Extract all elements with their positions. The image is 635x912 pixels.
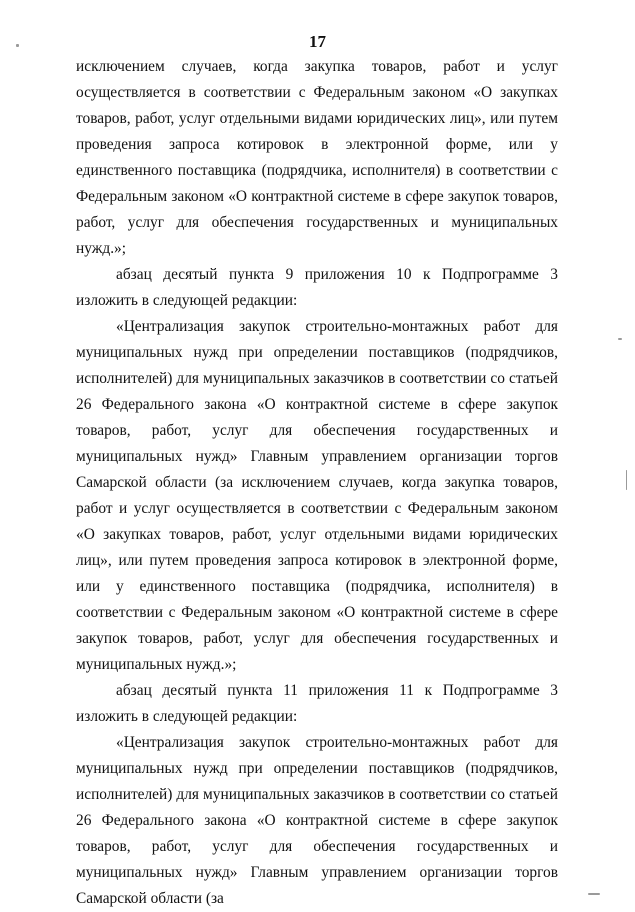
scan-speck bbox=[618, 338, 622, 340]
scan-speck bbox=[626, 470, 627, 490]
paragraph-continuation: исключением случаев, когда закупка товаров, работ и услуг осуществляется в соответствии с Федеральным законом «О закупках товаров, работ, услуг отдельными видами юридических лиц», или путем проведения запроса котировок в электронной форме, или у единственного поставщика (подрядчика, исполнителя) в соответствии с Федеральным законом «О контрактной системе в сфере закупок товаров, работ, услуг для обеспечения государственных и муниципальных нужд.»; bbox=[76, 58, 558, 257]
paragraph-amendment-point-9: абзац десятый пункта 9 приложения 10 к Подпрограмме 3 изложить в следующей редакции: bbox=[76, 266, 558, 309]
scan-speck bbox=[16, 44, 19, 47]
paragraph-amendment-point-11: абзац десятый пункта 11 приложения 11 к Подпрограмме 3 изложить в следующей редакции: bbox=[76, 682, 558, 725]
page-number: 17 bbox=[309, 32, 326, 51]
paragraph-quoted-text-1: «Централизация закупок строительно-монтажных работ для муниципальных нужд при определении поставщиков (подрядчиков, исполнителей) для муниципальных заказчиков в соответствии со статьей 26 Федерального закона «О контрактной системе в сфере закупок товаров, работ, услуг для обеспечения государственных и муниципальных нужд» Главным управлением организации торгов Самарской области (за исключением случаев, когда закупка товаров, работ и услуг осуществляется в соответствии с Федеральным законом «О закупках товаров, работ, услуг отдельными видами юридических лиц», или путем проведения запроса котировок в электронной форме, или у единственного поставщика (подрядчика, исполнителя) в соответствии с Федеральным законом «О контрактной системе в сфере закупок товаров, работ, услуг для обеспечения государственных и муниципальных нужд.»; bbox=[76, 318, 558, 673]
paragraph-quoted-text-2: «Централизация закупок строительно-монтажных работ для муниципальных нужд при определении поставщиков (подрядчиков, исполнителей) для муниципальных заказчиков в соответствии со статьей 26 Федерального закона «О контрактной системе в сфере закупок товаров, работ, услуг для обеспечения государственных и муниципальных нужд» Главным управлением организации торгов Самарской области (за bbox=[76, 734, 558, 907]
scan-speck bbox=[588, 893, 600, 895]
document-body bbox=[76, 54, 558, 912]
